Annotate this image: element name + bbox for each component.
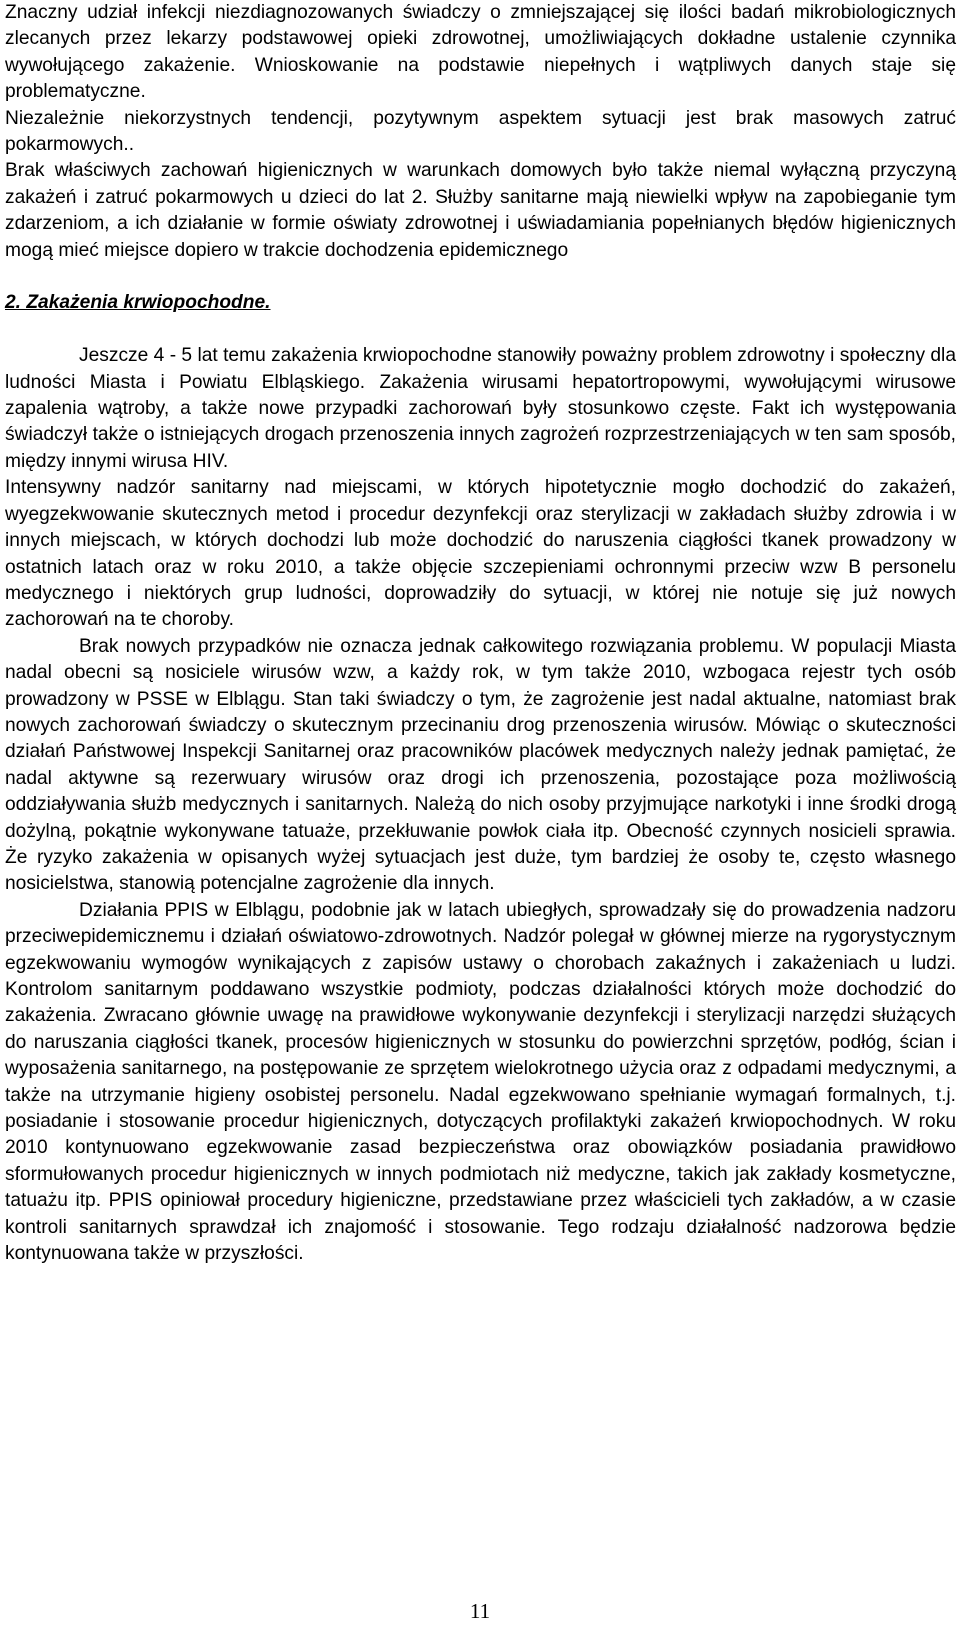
- page-number: 11: [469, 1599, 491, 1623]
- paragraph-no-mass-food-poisoning: Niezależnie niekorzystnych tendencji, pozytywnym aspektem sytuacji jest brak masowych zatruć pokarmowych..: [5, 107, 956, 156]
- section-gap: [5, 264, 956, 290]
- paragraph-carriers: Brak nowych przypadków nie oznacza jednak całkowitego rozwiązania problemu. W populacji Miasta nadal obecni są nosiciele wirusów wzw, a każdy rok, w tym także 2010, wzbogaca rejestr tych osób prowadzony w PSSE w Elblągu. Stan taki świadczy o tym, że zagrożenie jest nadal aktualne, natomiast brak nowych zachorowań świadczy o skutecznym przecinaniu drog przenoszenia wirusów. Mówiąc o skuteczności działań Państwowej Inspekcji Sanitarnej oraz pracowników placówek medycznych należy jednak pamiętać, że nadal aktywne są rezerwuary wirusów oraz drogi ich przenoszenia, pozostające poza możliwością oddziaływania służb medycznych i sanitarnych. Należą do nich osoby przyjmujące narkotyki i inne środki drogą dożylną, pokątnie wykonywane tatuaże, przekłuwanie powłok ciała itp. Obecność czynnych nosicieli sprawia. Że ryzyko zakażenia w opisanych wyżej sytuacjach jest duże, tym bardziej że osoby te, często własnego nosicielstwa, stanowią potencjalne zagrożenie dla innych.: [5, 635, 956, 895]
- paragraph-hygiene-behaviour: Brak właściwych zachowań higienicznych w warunkach domowych było także niemal wyłączną przyczyną zakażeń i zatruć pokarmowych u dzieci do lat 2. Służby sanitarne mają niewielki wpływ na zapobieganie tym zdarzeniom, a ich działanie w formie oświaty zdrowotnej i uświadamiania popełnianych błędów higienicznych mogą mieć miejsce dopiero w trakcie dochodzenia epidemicznego: [5, 160, 956, 261]
- paragraph-ppis-actions: Działania PPIS w Elblągu, podobnie jak w latach ubiegłych, sprowadzały się do prowadzenia nadzoru przeciwepidemicznemu i działań oświatowo-zdrowotnych. Nadzór polegał w głównej mierze na rygorystycznym egzekwowaniu wymogów wynikających z zapisów ustawy o chorobach zakaźnych i zakażeniach u ludzi. Kontrolom sanitarnym poddawano wszystkie podmioty, podczas działalności których może dochodzić do zakażenia. Zwracano głównie uwagę na prawidłowe wykonywanie dezynfekcji i sterylizacji narzędzi służących do naruszania ciągłości tkanek, procesów higienicznych w stosunku do powierzchni sprzętów, podłóg, ścian i wyposażenia sanitarnego, na postępowanie ze sprzętem wielokrotnego użycia oraz z odpadami medycznymi, a także na utrzymanie higieny osobistej personelu. Nadal egzekwowano spełnianie wymagań formalnych, t.j. posiadanie i stosowanie procedur higienicznych, dotyczących profilaktyki zakażeń krwiopochodnych. W roku 2010 kontynuowano egzekwowanie zasad bezpieczeństwa oraz obowiązków posiadania prawidłowo sformułowanych procedur higienicznych w innych podmiotach niż medyczne, takich jak zakłady kosmetyczne, tatuażu itp. PPIS opiniował procedury higieniczne, przedstawiane przez właścicieli tych zakładów, a w czasie kontroli sanitarnych sprawdzał ich znajomość i stosowanie. Tego rodzaju działalność nadzorowa będzie kontynuowana także w przyszłości.: [5, 899, 956, 1265]
- document-page: [5, 0, 956, 1267]
- paragraph-sanitary-supervision: Intensywny nadzór sanitarny nad miejscami, w których hipotetycznie mogło dochodzić do zakażeń, wyegzekwowanie skutecznych metod i procedur dezynfekcji oraz sterylizacji w zakładach służby zdrowia i w innych miejscach, w których dochodzi lub może dochodzić do naruszenia ciągłości tkanek prowadzony w ostatnich latach oraz w roku 2010, a także objęcie szczepieniami ochronnymi przeciw wzw B personelu medycznego i niektórych grup ludności, doprowadziły do sytuacji, w której nie notuje się już nowych zachorowań na te choroby.: [5, 477, 956, 631]
- paragraph-undiagnosed-infections: Znaczny udział infekcji niezdiagnozowanych świadczy o zmniejszającej się ilości badań mikrobiologicznych zlecanych przez lekarzy podstawowej opieki zdrowotnej, umożliwiających dokładne ustalenie czynnika wywołującego zakażenie. Wnioskowanie na podstawie niepełnych i wątpliwych danych staje się problematyczne.: [5, 2, 956, 103]
- section-heading: 2. Zakażenia krwiopochodne.: [5, 292, 271, 314]
- section-gap: [5, 317, 956, 343]
- paragraph-bloodborne-history: Jeszcze 4 - 5 lat temu zakażenia krwiopochodne stanowiły poważny problem zdrowotny i społeczny dla ludności Miasta i Powiatu Elbląskiego. Zakażenia wirusami hepatortropowymi, wywołującymi wirusowe zapalenia wątroby, a także nowe przypadki zachorowań były stosunkowo częste. Fakt ich występowania świadczył także o istniejących drogach przenoszenia innych zagrożeń rozprzestrzeniających w ten sam sposób, między innymi wirusa HIV.: [5, 345, 956, 472]
